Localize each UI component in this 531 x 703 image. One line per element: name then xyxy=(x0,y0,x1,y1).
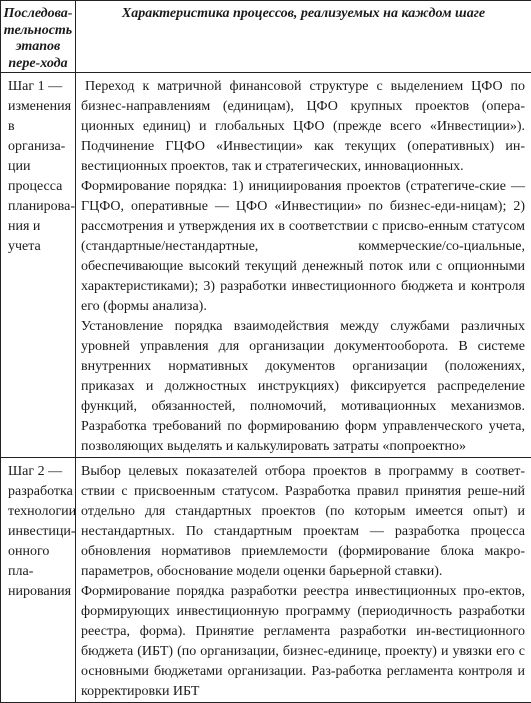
step-cell: Шаг 2 — разработка технологии инвестици-онного пла-нирования xyxy=(1,458,76,703)
description-paragraph: Установление порядка взаимодействия между службами различных уровней управления для организации документооборота. В системе внутренних нормативных документов организации (положениях, приказах и должностных инструкциях) фиксируется распределение функций, обязанностей, полномочий, мотивационных механизмов. Разработка требований по формированию форм управленческого учета, позволяющих выделять и калькулировать затраты «попроектно» xyxy=(81,317,525,457)
description-paragraph: Переход к матричной финансовой структуре с выделением ЦФО по бизнес-направлениям (единицам), ЦФО крупных проектов (опера-ционных единиц) и глобальных ЦФО (прежде всего «Инвестиции»). Подчинение ГЦФО «Инвестиции» как текущих (оперативных) ин-вестиционных проектов, так и стратегических, инновационных. xyxy=(81,77,525,177)
step-cell: Шаг 1 — изменения в организа-ции процесса планирова-ния и учета xyxy=(1,73,76,458)
description-paragraph: Выбор целевых показателей отбора проектов в программу в соответ-ствии с присвоенным статусом. Разработка правил принятия реше-ний отдельно для стандартных проектов (по которым имеется опыт) и нестандартных. По стандартным проектам — разработка процесса обновления нормативов приемлемости (формирование блока макро-параметров, обоснование модели оценки барьерной ставки). xyxy=(81,462,525,582)
table-row xyxy=(1,458,531,703)
description-paragraph: Формирование порядка: 1) инициирования проектов (стратегиче-ские — ГЦФО, оперативные — ЦФО «Инвестиции» по бизнес-еди-ницам); 2) рассмотрения и утверждения их в соответствии с присво-енным статусом (стандартные/нестандартные, коммерческие/со-циальные, обеспечивающие высокий текущий денежный поток или с опционными характеристиками); 3) разработки инвестиционного бюджета и контроля его (формы анализа). xyxy=(81,177,525,317)
table-row xyxy=(1,73,531,458)
description-cell xyxy=(76,458,531,703)
column-header-stage: Последова-тельность этапов пере-хода xyxy=(1,1,76,73)
description-cell xyxy=(76,73,531,458)
column-header-characteristics: Характеристика процессов, реализуемых на каждом шаге xyxy=(76,1,531,73)
table-header-row xyxy=(1,1,531,73)
description-paragraph: Формирование порядка разработки реестра инвестиционных про-ектов, формирующих инвестиционную программу (периодичность разработки реестра, форма). Принятие регламента разработки ин-вестиционного бюджета (ИБТ) (по организации, бизнес-единице, проекту) и увязки его с основными бюджетами организации. Раз-работка регламента контроля и корректировки ИБТ xyxy=(81,582,525,702)
